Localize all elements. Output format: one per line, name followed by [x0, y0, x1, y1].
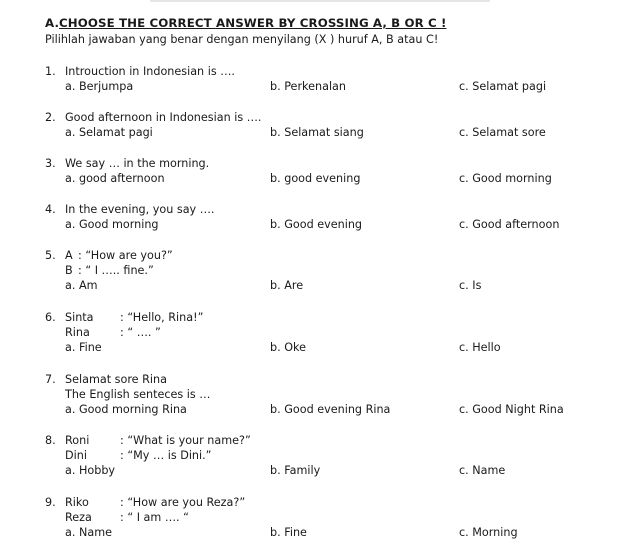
question-text: Selamat sore Rina: [65, 373, 167, 386]
dialog-line: : “ I am …. “: [120, 511, 189, 524]
option-a[interactable]: a. Good morning: [65, 218, 159, 231]
option-b[interactable]: b. Oke: [270, 341, 306, 354]
question-number: 5.: [45, 249, 56, 262]
dialog-speaker: B: [65, 264, 73, 277]
option-a[interactable]: a. Hobby: [65, 464, 116, 477]
option-c[interactable]: c. Selamat sore: [459, 126, 546, 139]
question-3: [45, 156, 625, 186]
question-number: 9.: [45, 496, 56, 509]
option-c[interactable]: c. Good Night Rina: [459, 403, 564, 416]
option-a[interactable]: a. Good morning Rina: [65, 403, 187, 416]
dialog-line: : “ …. ”: [120, 326, 161, 339]
top-edge-line: [150, 0, 490, 2]
question-4: [45, 202, 625, 232]
section-instruction: CHOOSE THE CORRECT ANSWER BY CROSSING A, B OR C !: [59, 16, 447, 30]
option-a[interactable]: a. Berjumpa: [65, 80, 134, 93]
option-c[interactable]: c. Morning: [459, 526, 518, 539]
question-9: [45, 495, 625, 540]
option-c[interactable]: c. Good morning: [459, 172, 552, 185]
question-text: In the evening, you say ….: [65, 203, 215, 216]
option-c[interactable]: c. Good afternoon: [459, 218, 560, 231]
option-a[interactable]: a. Name: [65, 526, 112, 539]
question-text: The English senteces is …: [65, 388, 211, 401]
question-text: We say … in the morning.: [65, 157, 210, 170]
dialog-speaker: Dini: [65, 449, 87, 462]
option-a[interactable]: a. Am: [65, 279, 98, 292]
question-text: Good afternoon in Indonesian is ….: [65, 111, 262, 124]
dialog-line: : “What is your name?”: [120, 434, 251, 447]
question-number: 6.: [45, 311, 56, 324]
option-b[interactable]: b. Good evening: [270, 218, 363, 231]
option-c[interactable]: c. Name: [459, 464, 506, 477]
question-5: [45, 248, 625, 293]
question-number: 7.: [45, 373, 56, 386]
dialog-speaker: Sinta: [65, 311, 94, 324]
question-8: [45, 433, 625, 478]
option-a[interactable]: a. Fine: [65, 341, 102, 354]
question-2: [45, 110, 625, 140]
option-b[interactable]: b. Family: [270, 464, 321, 477]
section-subtitle: Pilihlah jawaban yang benar dengan menyilang (X ) huruf A, B atau C!: [45, 33, 439, 46]
question-text: Introuction in Indonesian is ….: [65, 65, 235, 78]
section-title: [45, 16, 446, 31]
dialog-speaker: A: [65, 249, 73, 262]
option-b[interactable]: b. Fine: [270, 526, 307, 539]
dialog-line: : “My … is Dini.”: [120, 449, 212, 462]
question-number: 4.: [45, 203, 56, 216]
dialog-speaker: Reza: [65, 511, 92, 524]
question-number: 3.: [45, 157, 56, 170]
question-7: [45, 372, 625, 417]
section-letter: A.: [45, 16, 60, 30]
option-a[interactable]: a. good afternoon: [65, 172, 165, 185]
dialog-line: : “How are you?”: [78, 249, 173, 262]
question-number: 2.: [45, 111, 56, 124]
option-b[interactable]: b. good evening: [270, 172, 361, 185]
option-b[interactable]: b. Are: [270, 279, 304, 292]
header: [45, 16, 446, 47]
option-a[interactable]: a. Selamat pagi: [65, 126, 153, 139]
option-b[interactable]: b. Selamat siang: [270, 126, 364, 139]
question-6: [45, 310, 625, 355]
dialog-speaker: Riko: [65, 496, 89, 509]
option-b[interactable]: b. Perkenalan: [270, 80, 347, 93]
dialog-line: : “Hello, Rina!”: [120, 311, 204, 324]
question-number: 8.: [45, 434, 56, 447]
dialog-speaker: Roni: [65, 434, 90, 447]
option-c[interactable]: c. Selamat pagi: [459, 80, 547, 93]
option-c[interactable]: c. Is: [459, 279, 482, 292]
dialog-line: : “How are you Reza?”: [120, 496, 246, 509]
option-c[interactable]: c. Hello: [459, 341, 501, 354]
question-1: [45, 64, 625, 94]
dialog-speaker: Rina: [65, 326, 90, 339]
question-number: 1.: [45, 65, 56, 78]
dialog-line: : “ I ….. fine.”: [78, 264, 154, 277]
option-b[interactable]: b. Good evening Rina: [270, 403, 391, 416]
